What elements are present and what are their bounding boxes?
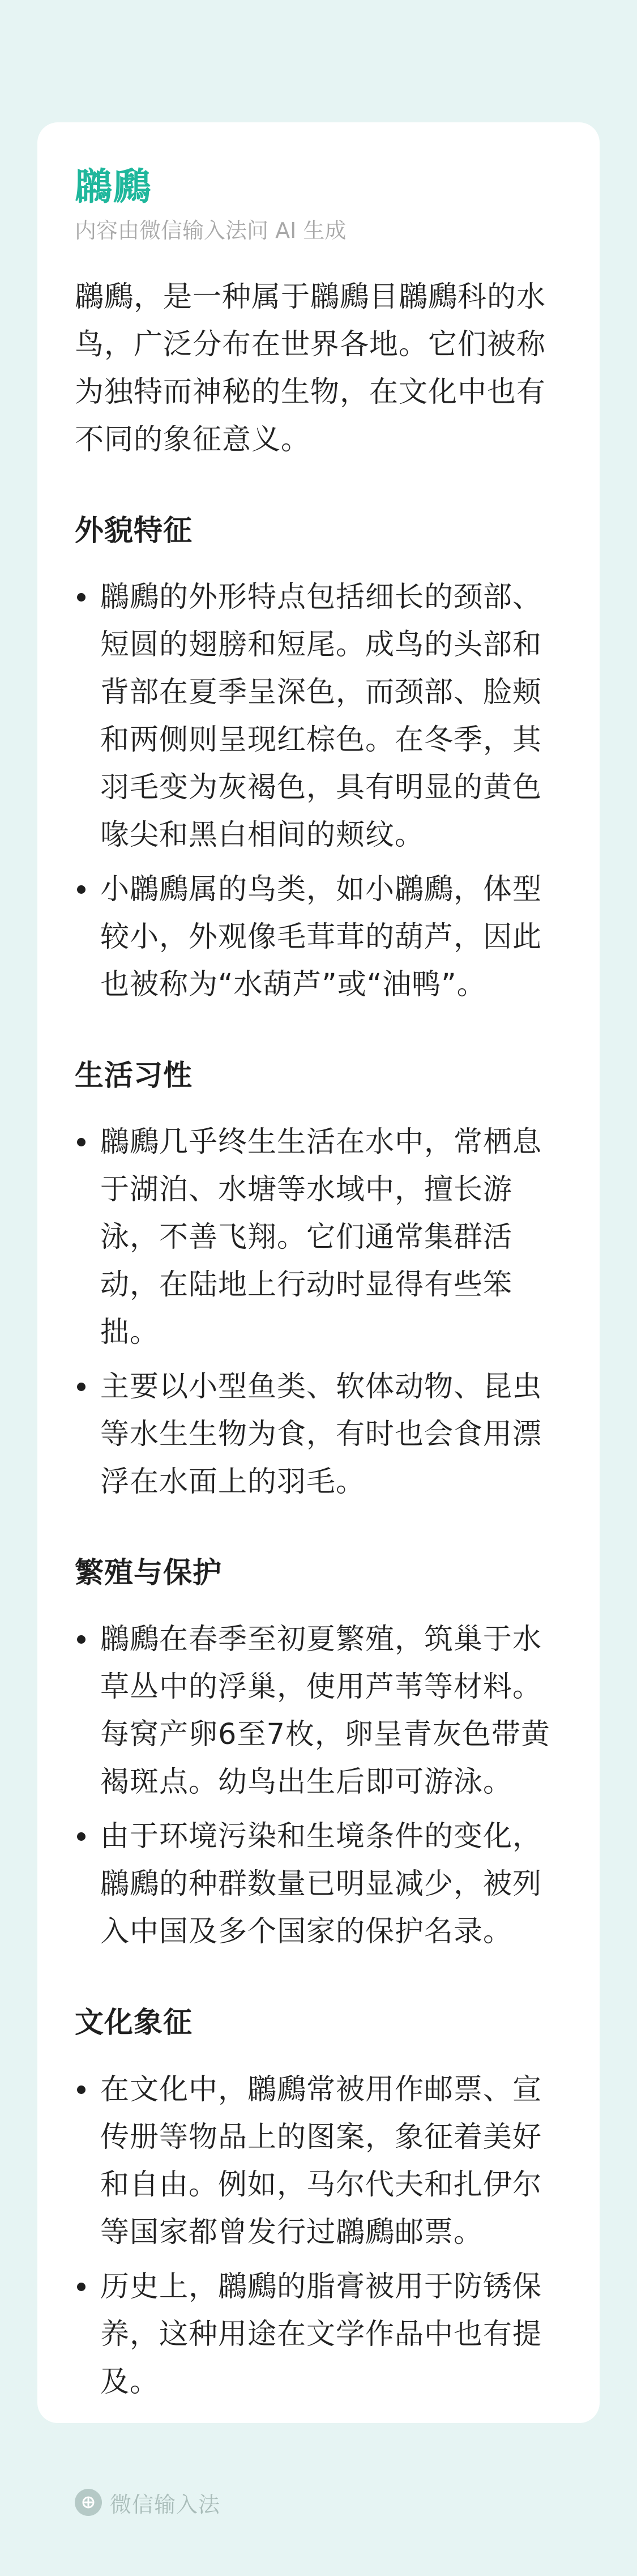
bullet-text: 历史上，鸊鷉的脂膏被用于防锈保养，这种用途在文学作品中也有提及。: [100, 2270, 542, 2399]
section-culture: [75, 2004, 563, 2406]
bullet-text: 鸊鷉的外形特点包括细长的颈部、短圆的翅膀和短尾。成鸟的头部和背部在夏季呈深色，而颈部、脸颊和两侧则呈现红棕色。在冬季，其羽毛变为灰褐色，具有明显的黄色喙尖和黑白相间的颊纹。: [100, 580, 542, 852]
bullet-list: [75, 2066, 563, 2406]
bullet-text: 由于环境污染和生境条件的变化，鸊鷉的种群数量已明显减少，被列入中国及多个国家的保护名录。: [100, 1820, 542, 1949]
intro-paragraph: 鸊鷉，是一种属于鸊鷉目鸊鷉科的水鸟，广泛分布在世界各地。它们被称为独特而神秘的生物，在文化中也有不同的象征意义。: [75, 280, 546, 457]
bullet-dot-icon: [77, 2085, 85, 2094]
bullet-item: [75, 2263, 563, 2406]
section-breeding: [75, 1555, 563, 1956]
section-habits: [75, 1057, 563, 1506]
bullet-item: [75, 574, 563, 859]
wechat-input-logo-icon: [75, 2489, 102, 2516]
answer-card: [37, 122, 600, 2423]
bullet-text: 鸊鷉在春季至初夏繁殖，筑巢于水草丛中的浮巢，使用芦苇等材料。每窝产卵6至7枚，卵呈青灰色带黄褐斑点。幼鸟出生后即可游泳。: [100, 1623, 550, 1799]
bullet-item: [75, 1813, 563, 1956]
bullet-dot-icon: [77, 885, 85, 894]
bullet-text: 鸊鷉几乎终生生活在水中，常栖息于湖泊、水塘等水域中，擅长游泳，不善飞翔。它们通常集群活动，在陆地上行动时显得有些笨拙。: [100, 1125, 542, 1350]
bullet-list: [75, 574, 563, 1009]
bullet-item: [75, 866, 563, 1009]
logo-glyph-icon: [80, 2494, 97, 2511]
bullet-dot-icon: [77, 1383, 85, 1391]
section-heading: 外貌特征: [75, 514, 193, 548]
bullet-dot-icon: [77, 2283, 85, 2291]
bullet-list: [75, 1119, 563, 1506]
bullet-text: 主要以小型鱼类、软体动物、昆虫等水生生物为食，有时也会食用漂浮在水面上的羽毛。: [100, 1370, 542, 1499]
section-heading: 繁殖与保护: [75, 1556, 223, 1590]
bullet-dot-icon: [77, 1635, 85, 1644]
bullet-item: [75, 1363, 563, 1506]
ai-disclaimer: 内容由微信输入法问 AI 生成: [75, 218, 347, 244]
page-title: 鸊鷉: [75, 165, 152, 208]
section-heading: 文化象征: [75, 2006, 193, 2040]
section-appearance: [75, 513, 563, 1009]
bullet-text: 在文化中，鸊鷉常被用作邮票、宣传册等物品上的图案，象征着美好和自由。例如，马尔代夫和扎伊尔等国家都曾发行过鸊鷉邮票。: [100, 2072, 542, 2249]
bullet-item: [75, 1616, 563, 1806]
bullet-list: [75, 1616, 563, 1956]
bullet-item: [75, 2066, 563, 2257]
bullet-item: [75, 1119, 563, 1357]
footer-brand: [75, 2485, 220, 2519]
bullet-dot-icon: [77, 1832, 85, 1841]
section-heading: 生活习性: [75, 1059, 193, 1093]
bullet-dot-icon: [77, 593, 85, 602]
bullet-dot-icon: [77, 1138, 85, 1146]
bullet-text: 小鸊鷉属的鸟类，如小鸊鷉，体型较小，外观像毛茸茸的葫芦，因此也被称为“水葫芦”或“油鸭”。: [100, 872, 542, 1001]
footer-brand-text: 微信输入法: [110, 2492, 221, 2517]
